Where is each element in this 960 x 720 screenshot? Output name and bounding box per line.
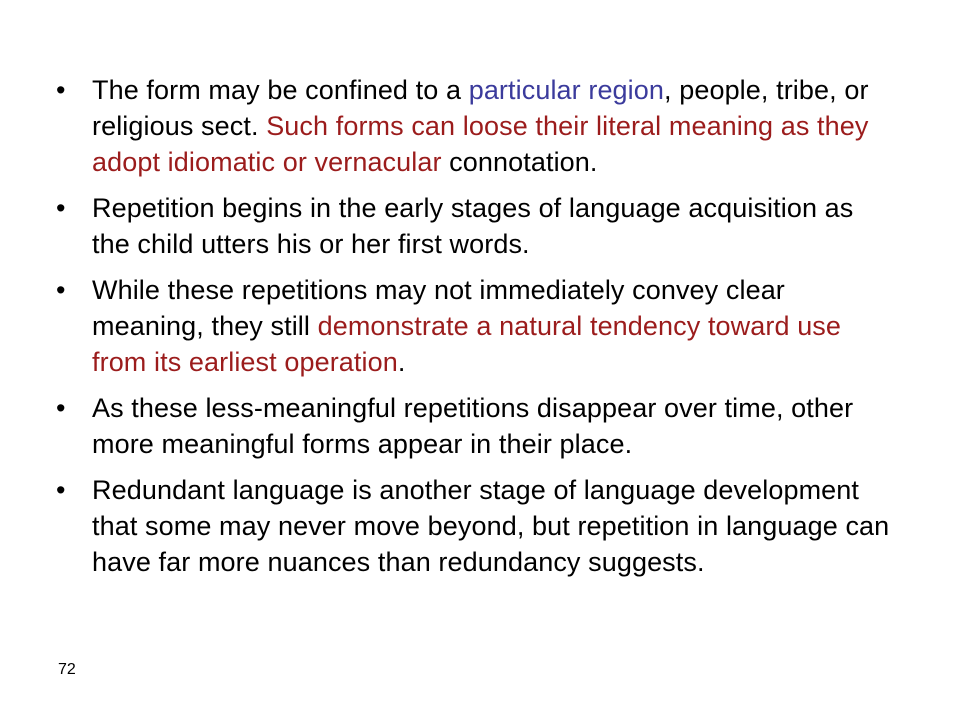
bullet-3-text-2: . — [397, 347, 406, 377]
bullet-glyph: • — [56, 393, 66, 423]
bullet-glyph: • — [56, 75, 66, 105]
bullet-1-text-1: The form may be confined to a — [92, 75, 469, 105]
bullet-3-highlight-natural-tendency: demonstrate a natural tendency toward use from its earliest operation — [92, 311, 842, 377]
bullet-item — [56, 472, 896, 580]
bullet-item — [56, 272, 896, 380]
bullet-item — [56, 72, 896, 180]
page-number: 72 — [58, 661, 76, 678]
bullet-item — [56, 390, 896, 462]
bullet-1-text-2: , people, tribe, or religious sect. — [92, 75, 869, 141]
bullet-4-text: As these less-meaningful repetitions disappear over time, other more meaningful forms appear in their place. — [92, 393, 854, 459]
bullet-1-text-3: connotation. — [441, 147, 598, 177]
bullet-3-text-1: While these repetitions may not immediately convey clear meaning, they still — [92, 275, 785, 341]
bullet-5-text: Redundant language is another stage of language development that some may never move beyond, but repetition in language can have far more nuances than redundancy suggests. — [92, 475, 890, 577]
bullet-glyph: • — [56, 475, 66, 505]
bullet-glyph: • — [56, 275, 66, 305]
bullet-list — [56, 72, 896, 590]
bullet-2-text: Repetition begins in the early stages of language acquisition as the child utters his or her first words. — [92, 193, 854, 259]
bullet-1-highlight-particular-region: particular region — [468, 75, 665, 105]
bullet-1-highlight-literal-meaning: Such forms can loose their literal meaning as they adopt idiomatic or vernacular — [92, 111, 869, 177]
bullet-item — [56, 190, 896, 262]
bullet-glyph: • — [56, 193, 66, 223]
